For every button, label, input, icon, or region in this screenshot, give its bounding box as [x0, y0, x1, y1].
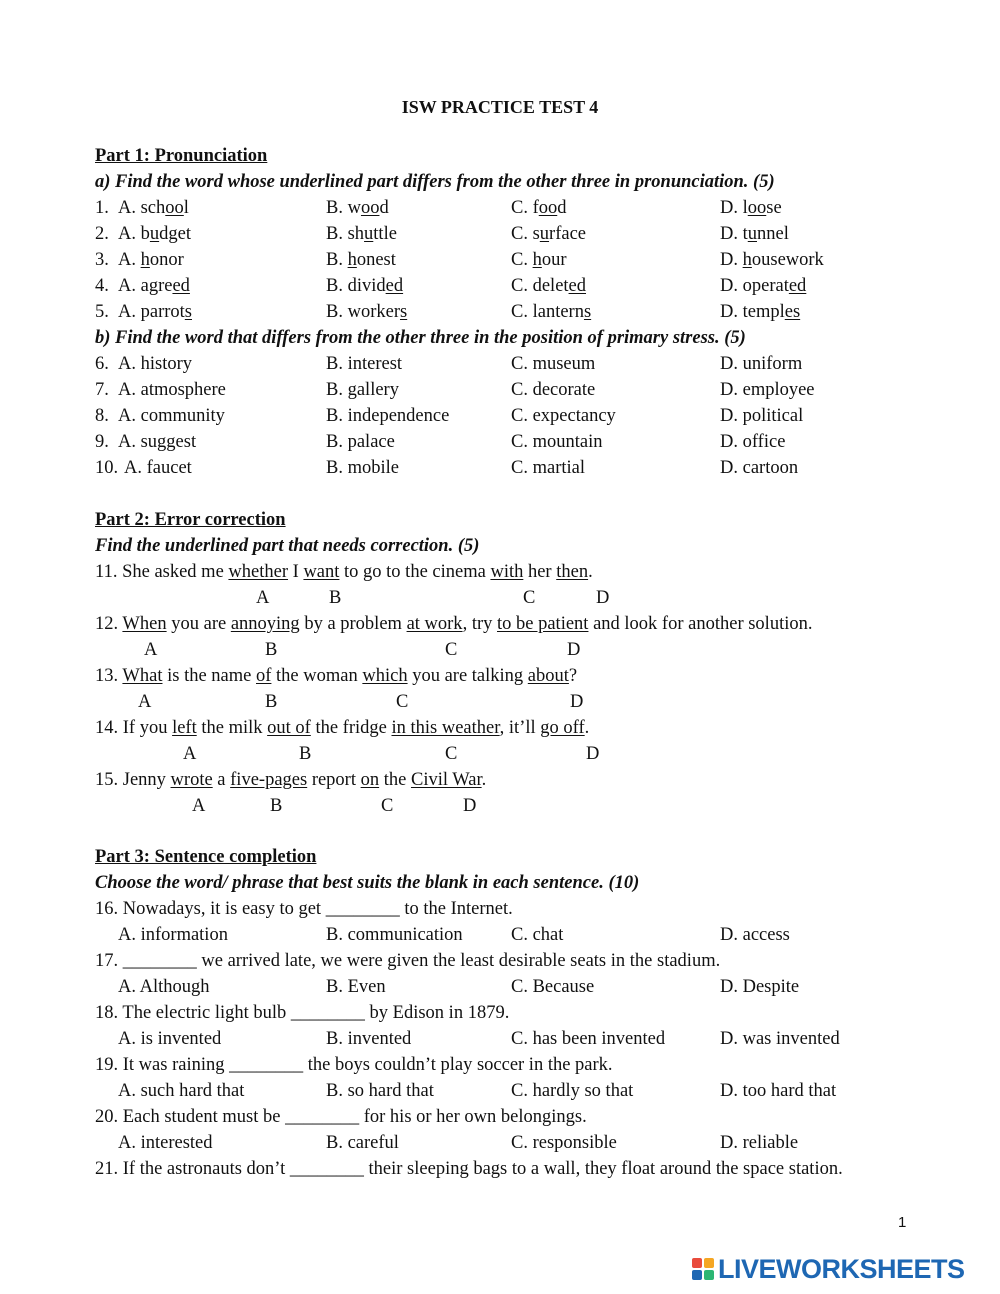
- letter-a: A: [138, 692, 152, 712]
- question-number: 10.: [95, 458, 119, 478]
- option-a[interactable]: A. Although: [118, 977, 210, 997]
- underlined-part-a[interactable]: left: [172, 718, 197, 738]
- option-b[interactable]: B. shuttle: [326, 224, 397, 244]
- part1-heading-line: [0, 143, 1000, 169]
- option-b[interactable]: B. workers: [326, 302, 408, 322]
- underlined-part-c[interactable]: which: [362, 666, 408, 686]
- question-17: [0, 948, 1000, 974]
- question-18: [0, 1000, 1000, 1026]
- option-a[interactable]: A. honor: [118, 250, 184, 270]
- option-c[interactable]: C. hour: [511, 250, 567, 270]
- option-a[interactable]: A. information: [118, 925, 228, 945]
- option-c[interactable]: C. hardly so that: [511, 1081, 634, 1101]
- option-d[interactable]: D. temples: [720, 302, 801, 322]
- question-21: [0, 1156, 1000, 1182]
- letter-a: A: [256, 588, 270, 608]
- letter-b: B: [299, 744, 312, 764]
- question-15-letters: [0, 793, 1000, 819]
- question-stem: 18. The electric light bulb ________ by Edison in 1879.: [95, 1003, 510, 1023]
- underlined-part-b[interactable]: out of: [267, 718, 311, 738]
- letter-c: C: [523, 588, 536, 608]
- question-1: [0, 195, 1000, 221]
- option-b[interactable]: B. gallery: [326, 380, 399, 400]
- page-title: ISW PRACTICE TEST 4: [401, 97, 599, 117]
- question-number: 7.: [95, 380, 109, 400]
- letter-d: D: [463, 796, 477, 816]
- letter-c: C: [381, 796, 394, 816]
- question-20-options: [0, 1130, 1000, 1156]
- underlined-part-d[interactable]: to be patient: [497, 614, 589, 634]
- underlined-part-c[interactable]: with: [490, 562, 524, 582]
- option-b[interactable]: B. divided: [326, 276, 404, 296]
- option-a[interactable]: A. such hard that: [118, 1081, 245, 1101]
- option-a[interactable]: A. agreed: [118, 276, 190, 296]
- option-c[interactable]: C. martial: [511, 458, 585, 478]
- question-7: [0, 377, 1000, 403]
- letter-c: C: [396, 692, 409, 712]
- option-b[interactable]: B. invented: [326, 1029, 412, 1049]
- liveworksheets-logo[interactable]: [692, 1252, 965, 1286]
- question-number: 6.: [95, 354, 109, 374]
- part3-instruction: Choose the word/ phrase that best suits the blank in each sentence. (10): [95, 873, 640, 893]
- option-a[interactable]: A. parrots: [118, 302, 192, 322]
- option-d[interactable]: D. tunnel: [720, 224, 789, 244]
- underlined-part-d[interactable]: go off: [540, 718, 585, 738]
- option-d[interactable]: D. uniform: [720, 354, 803, 374]
- letter-b: B: [270, 796, 283, 816]
- part1-instruction-b: b) Find the word that differs from the other three in the position of primary stress. (5): [95, 328, 746, 348]
- letter-d: D: [596, 588, 610, 608]
- question-12-letters: [0, 637, 1000, 663]
- option-b[interactable]: B. interest: [326, 354, 403, 374]
- part2-instruction: Find the underlined part that needs correction. (5): [95, 536, 480, 556]
- letter-b: B: [329, 588, 342, 608]
- underlined-part-a[interactable]: What: [122, 666, 163, 686]
- page-number: 1: [898, 1214, 907, 1231]
- underlined-part-b[interactable]: annoying: [230, 614, 300, 634]
- option-d[interactable]: D. access: [720, 925, 790, 945]
- question-number: 1.: [95, 198, 109, 218]
- option-b[interactable]: B. mobile: [326, 458, 399, 478]
- question-16: [0, 896, 1000, 922]
- option-d[interactable]: D. operated: [720, 276, 807, 296]
- letter-c: C: [445, 640, 458, 660]
- option-c[interactable]: C. lanterns: [511, 302, 592, 322]
- liveworksheets-logo-icon: [692, 1258, 714, 1280]
- logo-square-blue: [692, 1270, 702, 1280]
- letter-b: B: [265, 640, 278, 660]
- logo-square-red: [692, 1258, 702, 1268]
- question-11-letters: [0, 585, 1000, 611]
- question-17-options: [0, 974, 1000, 1000]
- underlined-part-c[interactable]: on: [360, 770, 380, 790]
- question-number: 8.: [95, 406, 109, 426]
- question-19: [0, 1052, 1000, 1078]
- part2-heading-line: [0, 507, 1000, 533]
- option-c[interactable]: C. responsible: [511, 1133, 617, 1153]
- question-11-sentence: 11. She asked me whether I want to go to the cinema with her then.: [95, 562, 593, 582]
- question-18-options: [0, 1026, 1000, 1052]
- question-3: [0, 247, 1000, 273]
- option-c[interactable]: C. Because: [511, 977, 595, 997]
- option-a[interactable]: A. community: [118, 406, 225, 426]
- option-a[interactable]: A. school: [118, 198, 189, 218]
- option-b[interactable]: B. wood: [326, 198, 389, 218]
- option-a[interactable]: A. is invented: [118, 1029, 222, 1049]
- question-number: 5.: [95, 302, 109, 322]
- question-14-sentence: 14. If you left the milk out of the fridge in this weather, it’ll go off.: [95, 718, 590, 738]
- letter-a: A: [144, 640, 158, 660]
- question-12-sentence: 12. When you are annoying by a problem at work, try to be patient and look for another solution.: [95, 614, 813, 634]
- underlined-part-a[interactable]: whether: [228, 562, 289, 582]
- option-d[interactable]: D. political: [720, 406, 804, 426]
- option-c[interactable]: C. surface: [511, 224, 587, 244]
- logo-square-orange: [704, 1258, 714, 1268]
- question-stem: 16. Nowadays, it is easy to get ________ to the Internet.: [95, 899, 513, 919]
- part3-instruction-line: [0, 870, 1000, 896]
- option-b[interactable]: B. palace: [326, 432, 395, 452]
- question-stem: 20. Each student must be ________ for his or her own belongings.: [95, 1107, 587, 1127]
- option-a[interactable]: A. history: [118, 354, 192, 374]
- question-number: 4.: [95, 276, 109, 296]
- option-c[interactable]: C. expectancy: [511, 406, 616, 426]
- option-c[interactable]: C. mountain: [511, 432, 603, 452]
- question-4: [0, 273, 1000, 299]
- question-13-sentence: 13. What is the name of the woman which you are talking about?: [95, 666, 578, 686]
- underlined-part-c[interactable]: in this weather: [391, 718, 500, 738]
- letter-c: C: [445, 744, 458, 764]
- part1-heading: Part 1: Pronunciation: [95, 146, 268, 166]
- option-c[interactable]: C. food: [511, 198, 567, 218]
- letter-d: D: [567, 640, 581, 660]
- question-number: 9.: [95, 432, 109, 452]
- question-8: [0, 403, 1000, 429]
- question-19-options: [0, 1078, 1000, 1104]
- option-a[interactable]: A. faucet: [124, 458, 192, 478]
- option-a[interactable]: A. budget: [118, 224, 191, 244]
- option-a[interactable]: A. atmosphere: [118, 380, 226, 400]
- letter-d: D: [570, 692, 584, 712]
- option-a[interactable]: A. suggest: [118, 432, 197, 452]
- underlined-part-b[interactable]: five-pages: [230, 770, 308, 790]
- option-d[interactable]: D. office: [720, 432, 786, 452]
- underlined-part-b[interactable]: of: [256, 666, 272, 686]
- question-20: [0, 1104, 1000, 1130]
- question-12: [0, 611, 1000, 637]
- question-stem: 21. If the astronauts don’t ________ their sleeping bags to a wall, they float around the space station.: [95, 1159, 843, 1179]
- option-b[interactable]: B. communication: [326, 925, 463, 945]
- letter-a: A: [192, 796, 206, 816]
- option-a[interactable]: A. interested: [118, 1133, 213, 1153]
- question-15-sentence: 15. Jenny wrote a five-pages report on the Civil War.: [95, 770, 487, 790]
- option-d[interactable]: D. was invented: [720, 1029, 840, 1049]
- option-c[interactable]: C. museum: [511, 354, 596, 374]
- part2-heading: Part 2: Error correction: [95, 510, 286, 530]
- question-10: [0, 455, 1000, 481]
- underlined-part-b[interactable]: want: [303, 562, 340, 582]
- option-b[interactable]: B. careful: [326, 1133, 399, 1153]
- underlined-part-a[interactable]: wrote: [170, 770, 213, 790]
- letter-b: B: [265, 692, 278, 712]
- question-13-letters: [0, 689, 1000, 715]
- question-6: [0, 351, 1000, 377]
- option-d[interactable]: D. Despite: [720, 977, 800, 997]
- option-d[interactable]: D. too hard that: [720, 1081, 837, 1101]
- part2-instruction-line: [0, 533, 1000, 559]
- question-16-options: [0, 922, 1000, 948]
- option-c[interactable]: C. decorate: [511, 380, 596, 400]
- question-14: [0, 715, 1000, 741]
- underlined-part-d[interactable]: Civil War: [410, 770, 482, 790]
- question-9: [0, 429, 1000, 455]
- option-b[interactable]: B. so hard that: [326, 1081, 434, 1101]
- part1-instruction-b-line: [0, 325, 1000, 351]
- option-d[interactable]: D. employee: [720, 380, 815, 400]
- underlined-part-d[interactable]: about: [527, 666, 569, 686]
- question-11: [0, 559, 1000, 585]
- underlined-part-d[interactable]: then: [556, 562, 589, 582]
- option-b[interactable]: B. Even: [326, 977, 386, 997]
- question-14-letters: [0, 741, 1000, 767]
- logo-square-green: [704, 1270, 714, 1280]
- underlined-part-c[interactable]: at work: [406, 614, 463, 634]
- brand-name: LIVEWORKSHEETS: [718, 1253, 965, 1284]
- question-13: [0, 663, 1000, 689]
- option-d[interactable]: D. loose: [720, 198, 782, 218]
- question-2: [0, 221, 1000, 247]
- part3-heading-line: [0, 844, 1000, 870]
- option-c[interactable]: C. has been invented: [511, 1029, 666, 1049]
- option-d[interactable]: D. cartoon: [720, 458, 799, 478]
- letter-a: A: [183, 744, 197, 764]
- option-c[interactable]: C. deleted: [511, 276, 587, 296]
- option-d[interactable]: D. housework: [720, 250, 824, 270]
- question-stem: 19. It was raining ________ the boys couldn’t play soccer in the park.: [95, 1055, 613, 1075]
- part1-instruction-a: a) Find the word whose underlined part differs from the other three in pronunciation. (5): [95, 172, 775, 192]
- question-stem: 17. ________ we arrived late, we were given the least desirable seats in the stadium.: [95, 951, 721, 971]
- part1-instruction-a-line: [0, 169, 1000, 195]
- part3-heading: Part 3: Sentence completion: [95, 847, 317, 867]
- option-c[interactable]: C. chat: [511, 925, 564, 945]
- underlined-part-a[interactable]: When: [122, 614, 167, 634]
- option-b[interactable]: B. honest: [326, 250, 396, 270]
- letter-d: D: [586, 744, 600, 764]
- question-number: 2.: [95, 224, 109, 244]
- question-5: [0, 299, 1000, 325]
- option-d[interactable]: D. reliable: [720, 1133, 799, 1153]
- option-b[interactable]: B. independence: [326, 406, 450, 426]
- question-number: 3.: [95, 250, 109, 270]
- question-15: [0, 767, 1000, 793]
